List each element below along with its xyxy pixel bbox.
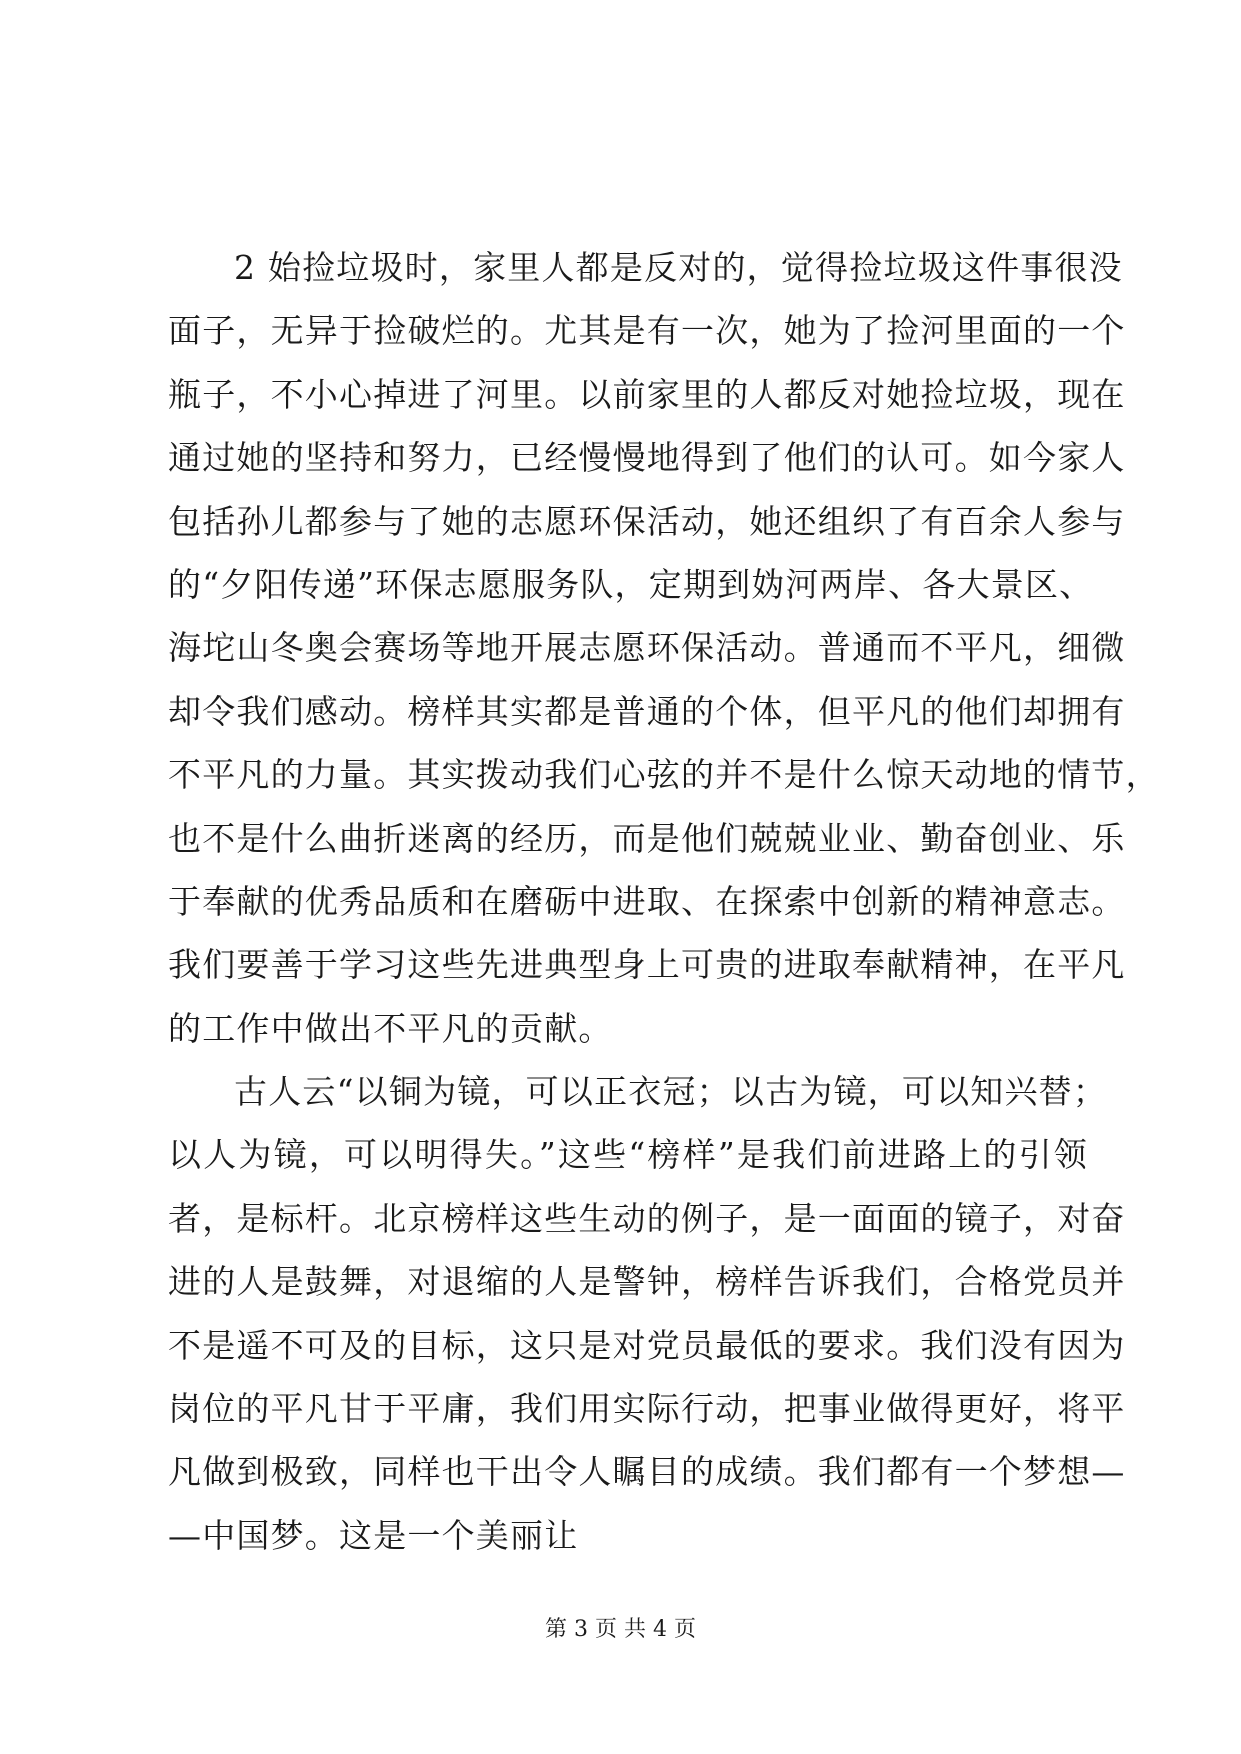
text-line: 面子，无异于捡破烂的。尤其是有一次，她为了捡河里面的一个: [168, 311, 1126, 351]
text-line: 不平凡的力量。其实拨动我们心弦的并不是什么惊天动地的情节，: [168, 755, 1160, 795]
text-line: 凡做到极致，同样也干出令人瞩目的成绩。我们都有一个梦想—: [168, 1452, 1126, 1492]
body-text: [168, 236, 1160, 1567]
text-line: 瓶子，不小心掉进了河里。以前家里的人都反对她捡垃圾，现在: [168, 374, 1126, 414]
text-line: 海坨山冬奥会赛场等地开展志愿环保活动。普通而不平凡，细微: [168, 628, 1126, 668]
text-line: 的“夕阳传递”环保志愿服务队，定期到妫河两岸、各大景区、: [168, 564, 1094, 604]
text-line: 者，是标杆。北京榜样这些生动的例子，是一面面的镜子，对奋: [168, 1198, 1126, 1238]
text-line: 不是遥不可及的目标，这只是对党员最低的要求。我们没有因为: [168, 1325, 1126, 1365]
text-line: 的工作中做出不平凡的贡献。: [168, 1008, 613, 1048]
text-line: —中国梦。这是一个美丽让: [168, 1515, 579, 1555]
text-line: 进的人是鼓舞，对退缩的人是警钟，榜样告诉我们，合格党员并: [168, 1262, 1126, 1302]
text-line: 于奉献的优秀品质和在磨砺中进取、在探索中创新的精神意志。: [168, 881, 1126, 921]
text-line: 2 始捡垃圾时，家里人都是反对的，觉得捡垃圾这件事很没: [234, 248, 1123, 287]
text-line: 通过她的坚持和努力，已经慢慢地得到了他们的认可。如今家人: [168, 438, 1126, 478]
page-number-footer: 第 3 页 共 4 页: [545, 1617, 696, 1642]
text-line: 以人为镜，可以明得失。”这些“榜样”是我们前进路上的引领: [168, 1135, 1088, 1175]
text-line: 包括孙儿都参与了她的志愿环保活动，她还组织了有百余人参与: [168, 501, 1126, 541]
text-line: 古人云“以铜为镜，可以正衣冠；以古为镜，可以知兴替；: [234, 1072, 1108, 1112]
text-line: 也不是什么曲折迷离的经历，而是他们兢兢业业、勤奋创业、乐: [168, 818, 1126, 858]
text-line: 岗位的平凡甘于平庸，我们用实际行动，把事业做得更好，将平: [168, 1389, 1126, 1429]
text-line: 我们要善于学习这些先进典型身上可贵的进取奉献精神，在平凡: [168, 945, 1126, 985]
text-line: 却令我们感动。榜样其实都是普通的个体，但平凡的他们却拥有: [168, 691, 1126, 731]
